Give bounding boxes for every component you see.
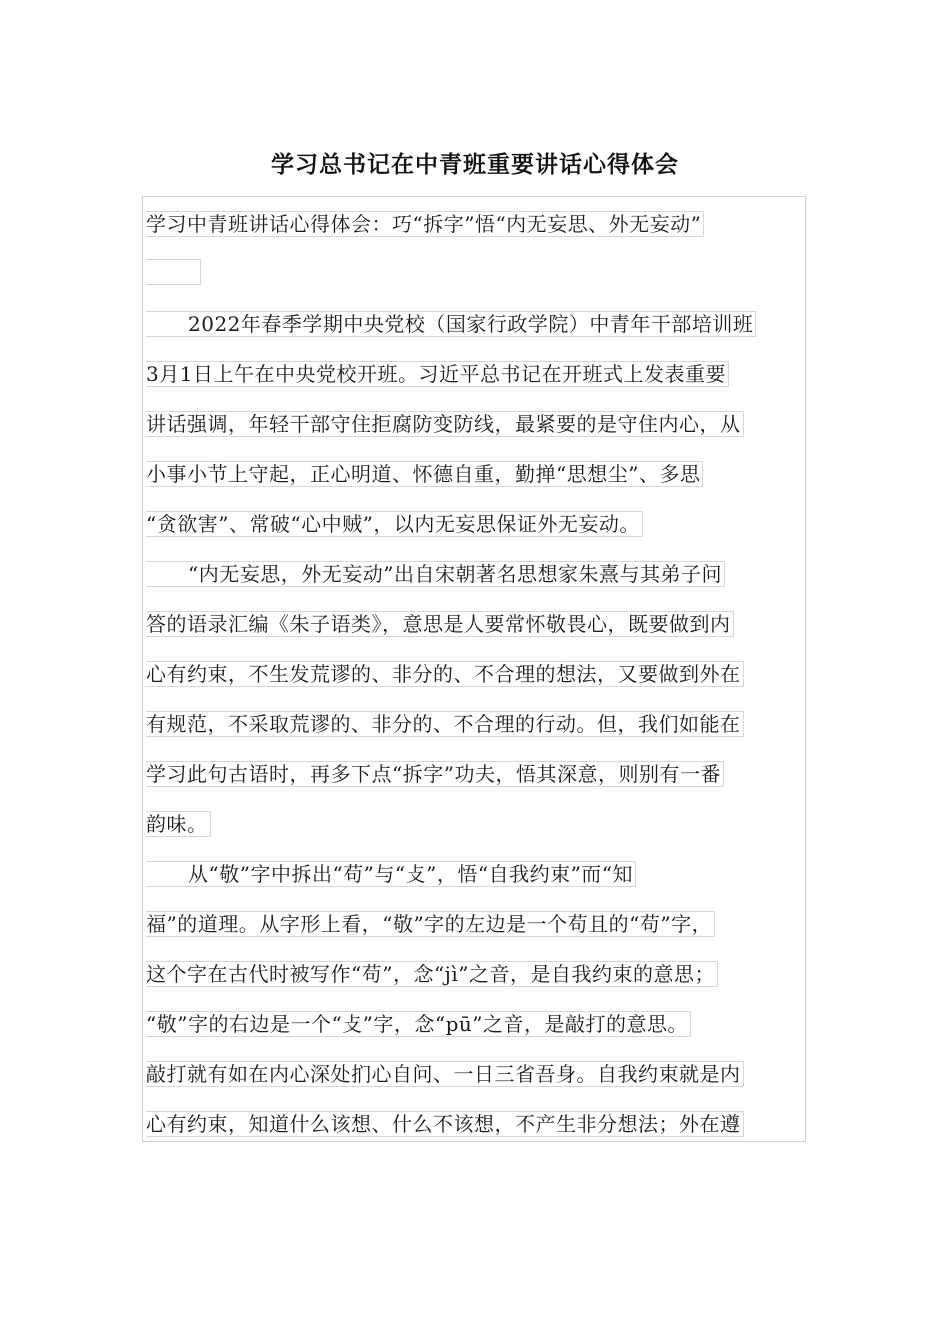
paragraph-line: 有规范，不采取荒谬的、非分的、不合理的行动。但，我们如能在 [146,711,744,737]
paragraph-line: “贪欲害”、常破“心中贼”，以内无妄思保证外无妄动。 [146,511,643,537]
paragraph-line: 心有约束，不生发荒谬的、非分的、不合理的想法，又要做到外在 [146,661,744,687]
paragraph-line: 小事小节上守起，正心明道、怀德自重，勤掸“思想尘”、多思 [146,461,703,487]
paragraph-line: “敬”字的右边是一个“攴”字，念“pū”之音，是敲打的意思。 [146,1011,691,1037]
paragraph-line: 心有约束，知道什么该想、什么不该想，不产生非分想法；外在遵 [146,1111,744,1137]
paragraph-line: 福”的道理。从字形上看，“敬”字的左边是一个苟且的“苟”字， [146,911,715,937]
document-title: 学习总书记在中青班重要讲话心得体会 [271,152,679,178]
paragraph-line: 从“敬”字中拆出“苟”与“攴”，悟“自我约束”而“知 [146,861,636,887]
paragraph-line: 讲话强调，年轻干部守住拒腐防变防线，最紧要的是守住内心，从 [146,411,744,437]
paragraph-line: 答的语录汇编《朱子语类》，意思是人要常怀敬畏心，既要做到内 [146,611,734,637]
paragraph-line: 这个字在古代时被写作“苟”，念“jì”之音，是自我约束的意思； [146,961,718,987]
paragraph-line: “内无妄思，外无妄动”出自宋朝著名思想家朱熹与其弟子问 [146,561,725,587]
paragraph-line: 学习此句古语时，再多下点“拆字”功夫，悟其深意，则别有一番 [146,761,724,787]
paragraph-line: 3月1日上午在中央党校开班。习近平总书记在开班式上发表重要 [146,361,729,387]
blank-line [146,259,201,285]
paragraph-line: 韵味。 [146,811,211,837]
paragraph-line: 2022年春季学期中央党校（国家行政学院）中青年干部培训班 [146,311,756,337]
document-subtitle: 学习中青班讲话心得体会：巧“拆字”悟“内无妄思、外无妄动” [146,211,704,237]
paragraph-line: 敲打就有如在内心深处扪心自问、一日三省吾身。自我约束就是内 [146,1061,744,1087]
